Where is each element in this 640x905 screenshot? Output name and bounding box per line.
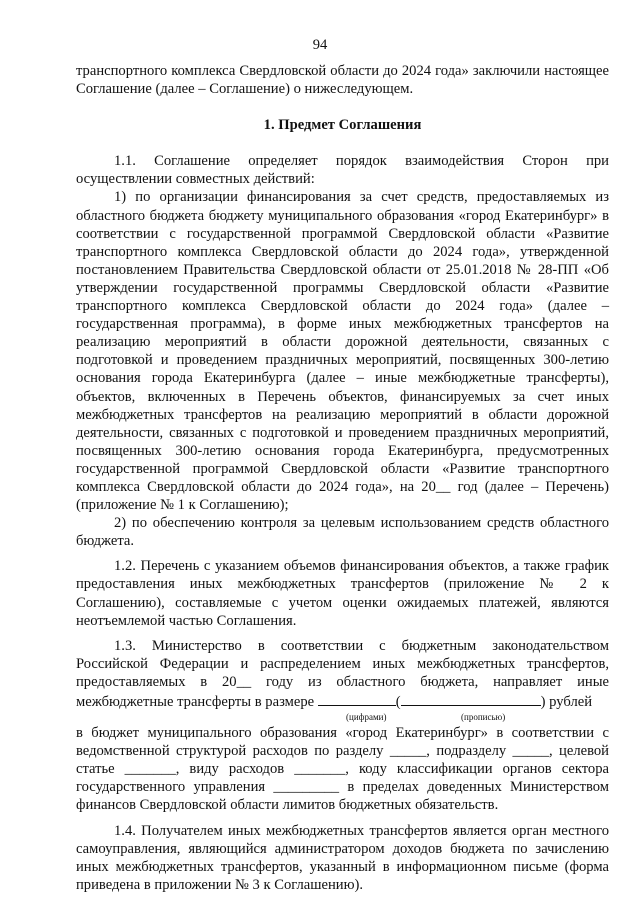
- document-body: [76, 62, 609, 894]
- amount-digits-blank: [318, 691, 396, 706]
- section-title: 1. Предмет Соглашения: [263, 117, 422, 134]
- rubles-label: рублей: [549, 694, 593, 710]
- paragraph-1-1-item-1: 1) по организации финансирования за счет средств, предоставляемых из областного бюджета бюджету муниципального образования «город Екатеринбург» в соответствии с государственной программой Свердловской области «Развитие транспортного комплекса Свердловской области до 2024 года», утвержденной постановлением Правительства Свердловской области от 25.01.2018 № 28-ПП «Об утверждении государственной программы Свердловской области «Развитие транспортного комплекса Свердловской области до 2024 года» (далее – государственная программа), в форме иных межбюджетных трансфертов на реализацию мероприятий в области дорожной деятельности, связанных с подготовкой и проведением праздничных мероприятий, посвященных 300-летию основания города Екатеринбурга (далее – иные межбюджетные трансферты), объектов, включенных в Перечень объектов, финансируемых за счет иных межбюджетных трансфертов на реализацию мероприятий в области дорожной деятельности, связанных с подготовкой и проведением праздничных мероприятий, посвященных 300-летию основания города Екатеринбурга, предусмотренных государственной программой Свердловской области «Развитие транспортного комплекса Свердловской области до 2024 года», на 20__ год (далее – Перечень) (приложение № 1 к Соглашению);: [76, 189, 609, 514]
- paragraph-1-4: 1.4. Получателем иных межбюджетных трансфертов является орган местного самоуправления, являющийся администратором доходов бюджета по зачислению иных межбюджетных трансфертов, указанный в информационном письме (форма приведена в приложении № 3 к Соглашению).: [76, 822, 609, 893]
- paragraph-1-1: 1.1. Соглашение определяет порядок взаимодействия Сторон при осуществлении совместных действий:: [76, 153, 609, 188]
- paragraph-1-1-item-2: 2) по обеспечению контроля за целевым использованием средств областного бюджета.: [76, 515, 609, 550]
- amount-hints: [76, 711, 609, 724]
- amount-words-blank: [401, 691, 541, 706]
- hint-words: (прописью): [461, 712, 506, 723]
- paragraph-1-3-continued: в бюджет муниципального образования «город Екатеринбург» в соответствии с ведомственной структурой расходов по разделу _____, подразделу _____, целевой статье _______, виду расходов _______, коду классификации органов сектора государственного управления _________ в пределах доведенных Министерством финансов Свердловской области лимитов бюджетных обязательств.: [76, 725, 609, 814]
- page-number: 94: [312, 37, 328, 53]
- paragraph-1-2: 1.2. Перечень с указанием объемов финансирования объектов, а также график предоставления иных межбюджетных трансфертов (приложение № 2 к Соглашению), составляемые с учетом оценки ожидаемых платежей, являются неотъемлемой частью Соглашения.: [76, 558, 609, 629]
- paragraph-1-3: 1.3. Министерство в соответствии с бюджетным законодательством Российской Федерации и распределением иных межбюджетных трансфертов, предоставляемых в 20__ году из областного бюджета, направляет иные межбюджетные трансферты в размере ( ) рублей: [76, 637, 609, 710]
- intro-paragraph: транспортного комплекса Свердловской области до 2024 года» заключили настоящее Соглашение (далее – Соглашение) о нижеследующем.: [76, 63, 609, 98]
- hint-digits: (цифрами): [346, 712, 387, 723]
- paragraph-1-3-text: 1.3. Министерство в соответствии с бюджетным законодательством Российской Федерации и распределением иных межбюджетных трансфертов, предоставляемых в 20__ году из областного бюджета, направляет иные межбюджетные трансферты в размере: [76, 637, 609, 710]
